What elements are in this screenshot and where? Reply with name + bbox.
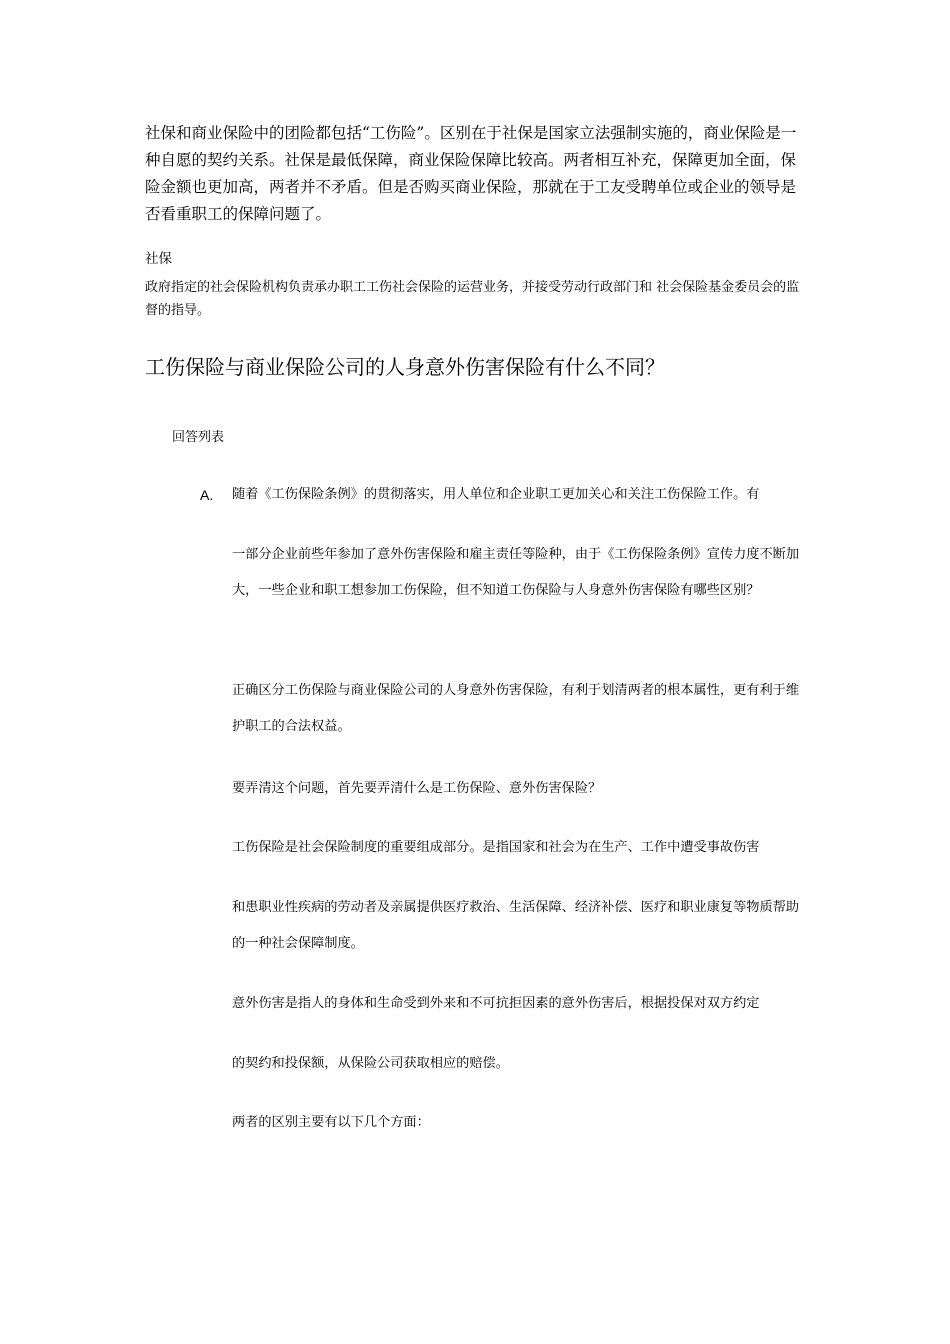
answer-paragraph-4-line-1: 工伤保险是社会保险制度的重要组成部分。是指国家和社会为在生产、工作中遭受事故伤害: [232, 840, 760, 855]
answers-list-label: 回答列表: [172, 430, 225, 445]
answer-paragraph-5-line-2: 的契约和投保额，从保险公司获取相应的赔偿。: [232, 1056, 509, 1071]
answer-marker: A.: [200, 487, 214, 503]
answer-paragraph-1-continued: 一部分企业前些年参加了意外伤害保险和雇主责任等险种，由于《工伤保险条例》宣传力度不断加大，一些企业和职工想参加工伤保险，但不知道工伤保险与人身意外伤害保险有哪些区别？: [232, 547, 800, 598]
answer-paragraph-5-line-1: 意外伤害是指人的身体和生命受到外来和不可抗拒因素的意外伤害后，根据投保对双方约定: [232, 996, 760, 1011]
section-title-shebao: 社保: [145, 251, 172, 267]
answer-paragraph-3: 要弄清这个问题，首先要弄清什么是工伤保险、意外伤害保险？: [232, 781, 602, 796]
answer-paragraph-2: 正确区分工伤保险与商业保险公司的人身意外伤害保险，有利于划清两者的根本属性，更有利于维护职工的合法权益。: [232, 683, 800, 734]
section-body-shebao: 政府指定的社会保险机构负责承办职工工伤社会保险的运营业务，并接受劳动行政部门和 社会保险基金委员会的监督的指导。: [145, 280, 800, 318]
answer-paragraph-4-continued: 和患职业性疾病的劳动者及亲属提供医疗救治、生活保障、经济补偿、医疗和职业康复等物质帮助的一种社会保障制度。: [232, 900, 800, 951]
intro-paragraph: 社保和商业保险中的团险都包括“工伤险”。区别在于社保是国家立法强制实施的，商业保险是一种自愿的契约关系。社保是最低保障，商业保险保障比较高。两者相互补充，保障更加全面，保险金额也更加高，两者并不矛盾。但是否购买商业保险，那就在于工友受聘单位或企业的领导是否看重职工的保障问题了。: [145, 124, 797, 223]
answer-paragraph-6: 两者的区别主要有以下几个方面：: [232, 1115, 430, 1130]
answer-paragraph-1-line-1: 随着《工伤保险条例》的贯彻落实，用人单位和企业职工更加关心和关注工伤保险工作。有: [232, 487, 760, 502]
question-heading: 工伤保险与商业保险公司的人身意外伤害保险有什么不同？: [145, 355, 665, 379]
